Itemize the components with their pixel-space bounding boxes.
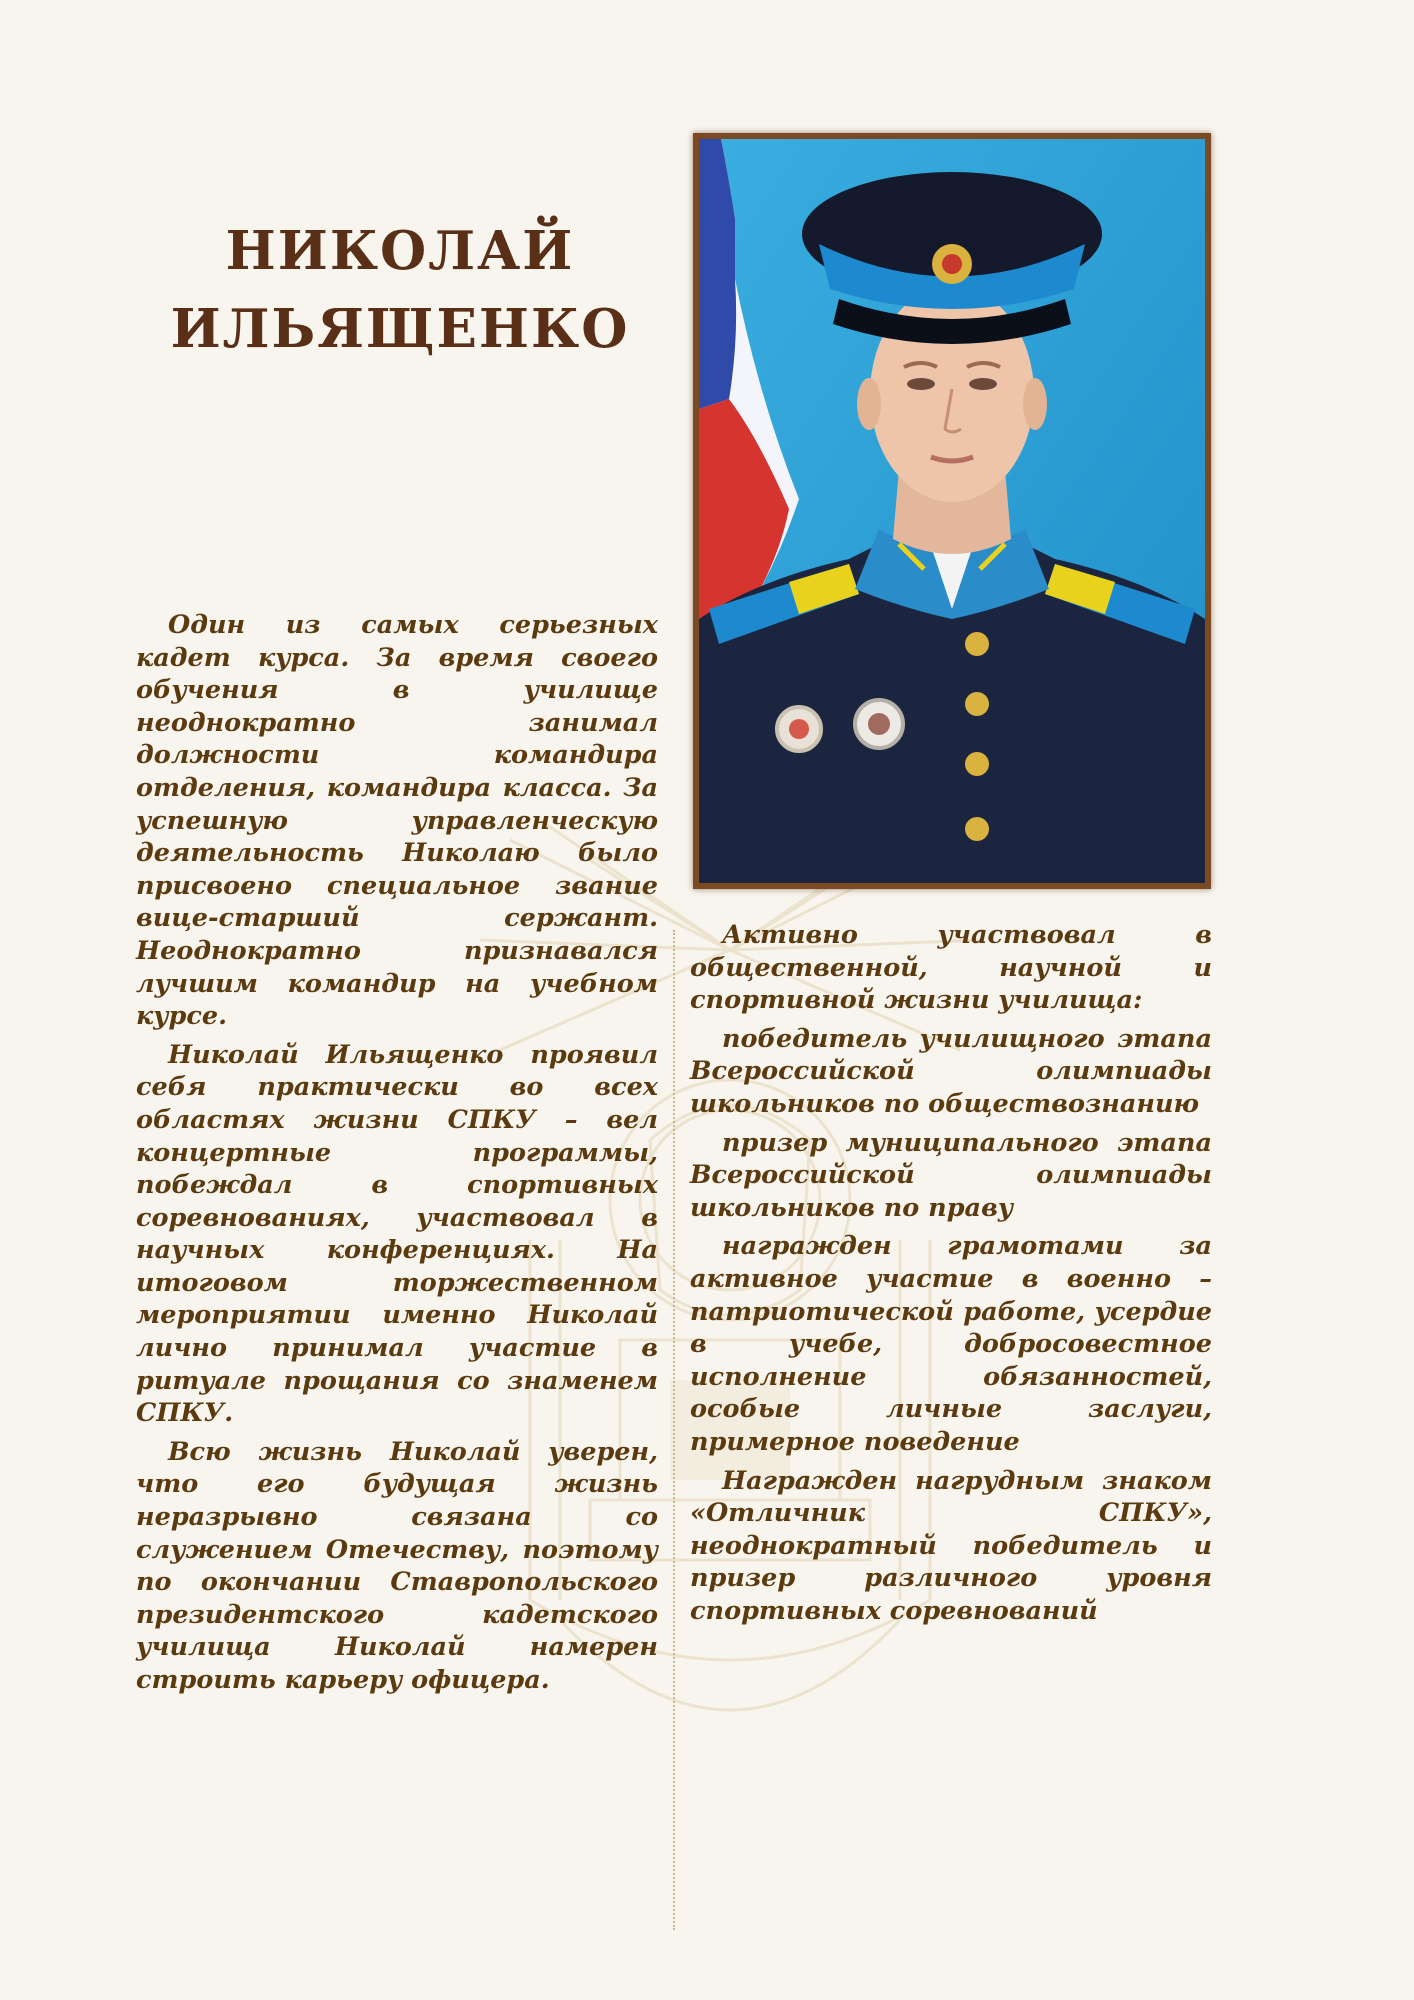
portrait-photo [699, 139, 1205, 883]
portrait-frame [693, 133, 1211, 889]
right-paragraph-badge: Награжден нагрудным знаком «Отличник СПКУ», неоднократный победитель и призер различного уровня спортивных соревнований [690, 1465, 1212, 1626]
left-text-column [136, 609, 658, 1703]
left-paragraph-3: Всю жизнь Николай уверен, что его будущая жизнь неразрывно связана со служением Отечеству, поэтому по окончании Ставропольского президентского кадетского училища Николай намерен строить карьеру офицера. [136, 1436, 658, 1695]
right-paragraph-olympiad-law: призер муниципального этапа Всероссийской олимпиады школьников по праву [690, 1127, 1212, 1223]
title-first-name: НИКОЛАЙ [225, 220, 575, 282]
left-paragraph-1: Один из самых серьезных кадет курса. За время своего обучения в училище неоднократно занимал должности командира отделения, командира класса. За успешную управленческую деятельность Николаю было присвоено специальное звание вице-старший сержант. Неоднократно признавался лучшим командир на учебном курсе. [136, 610, 658, 1032]
column-divider [673, 930, 675, 1930]
right-paragraph-intro: Активно участвовал в общественной, научной и спортивной жизни училища: [690, 920, 1212, 1016]
left-paragraph-2: Николай Ильященко проявил себя практически во всех областях жизни СПКУ – вел концертные программы, побеждал в спортивных соревнованиях, участвовал в научных конференциях. На итоговом торжественном мероприятии именно Николай лично принимал участие в ритуале прощания со знаменем СПКУ. [136, 1039, 658, 1429]
title-last-name: ИЛЬЯЩЕНКО [170, 298, 630, 360]
cadet-portrait-image [699, 139, 1205, 883]
right-paragraph-olympiad-social: победитель училищного этапа Всероссийской олимпиады школьников по обществознанию [690, 1023, 1212, 1119]
page-title [140, 212, 660, 368]
right-text-column [690, 919, 1212, 1633]
right-paragraph-awards: награжден грамотами за активное участие в военно – патриотической работе, усердие в учебе, добросовестное исполнение обязанностей, особые личные заслуги, примерное поведение [690, 1231, 1212, 1457]
